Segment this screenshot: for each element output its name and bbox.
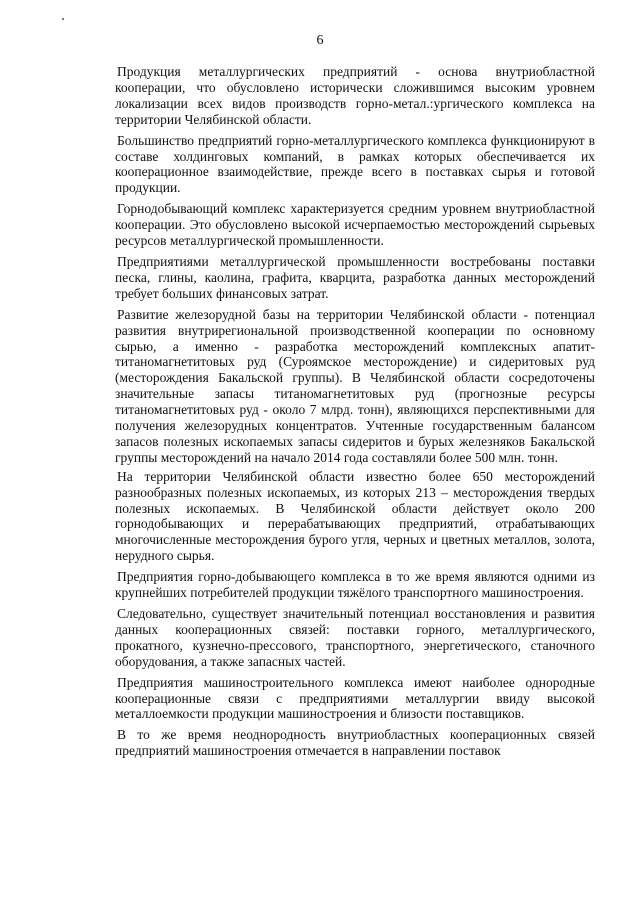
paragraph-iron-ore-base: Развитие железорудной базы на территории Челябинской области - потенциал развития внутрирегиональной производственной кооперации по основному сырью, а именно - разработка месторождений комплексных апатит-титаномагнетитовых руд (Суроямское месторождение) и сидеритовых руд (месторождения Бакальской группы). В Челябинской области сосредоточены значительные запасы титаномагнетитовых руд (прогнозные ресурсы титаномагнетитовых руд - около 7 млрд. тонн), являющихся перспективными для получения железорудных концентратов. Учтенные государственным балансом запасов полезных ископаемых запасы сидеритов и бурых железняков Бакальской группы месторождений на начало 2014 года составляли более 500 млн. тонн. xyxy=(115,306,595,465)
paragraph-mining-consumers: Предприятия горно-добывающего комплекса в то же время являются одними из крупнейших потребителей продукции тяжёлого транспортного машиностроения. xyxy=(115,569,595,601)
paragraph-mining-complex: Горнодобывающий комплекс характеризуется средним уровнем внутриобластной кооперации. Это обусловлено высокой исчерпаемостью месторождений сырьевых ресурсов металлургической промышленности. xyxy=(115,201,595,249)
paragraph-heterogeneity: В то же время неоднородность внутриобластных кооперационных связей предприятий машиностроения отмечается в направлении поставок xyxy=(115,727,595,759)
scan-speck xyxy=(62,18,64,20)
paragraph-machine-building: Предприятия машиностроительного комплекса имеют наиболее однородные кооперационные связи с предприятиями металлургии ввиду высокой металлоемкости продукции машиностроения и близости поставщиков. xyxy=(115,674,595,722)
paragraph-raw-materials-demand: Предприятиями металлургической промышленности востребованы поставки песка, глины, каолина, графита, кварцита, разработка данных месторождений требует больших финансовых затрат. xyxy=(115,253,595,301)
page-number: 6 xyxy=(316,33,324,48)
document-body xyxy=(115,64,595,764)
paragraph-holding-companies: Большинство предприятий горно-металлургического комплекса функционируют в составе холдинговых компаний, в рамках которых обеспечивается их кооперационное взаимодействие, прежде всего в поставках сырья и готовой продукции. xyxy=(115,132,595,196)
paragraph-deposits: На территории Челябинской области известно более 650 месторождений разнообразных полезных ископаемых, из которых 213 – месторождения твердых полезных ископаемых. В Челябинской области действует около 200 горнодобывающих и перерабатывающих предприятий, отрабатывающих многочисленные месторождения бурого угля, черных и цветных металлов, золота, нерудного сырья. xyxy=(115,468,595,564)
paragraph-cooperation-potential: Следовательно, существует значительный потенциал восстановления и развития данных кооперационных связей: поставки горного, металлургического, прокатного, кузнечно-прессового, транспортного, энергетического, станочного оборудования, а также запасных частей. xyxy=(115,606,595,669)
paragraph-metallurgy-products: Продукция металлургических предприятий - основа внутриобластной кооперации, что обусловлено исторически сложившимся высоким уровнем локализации всех видов производств горно-метал.:ургического комплекса на территории Челябинской области. xyxy=(115,64,595,127)
